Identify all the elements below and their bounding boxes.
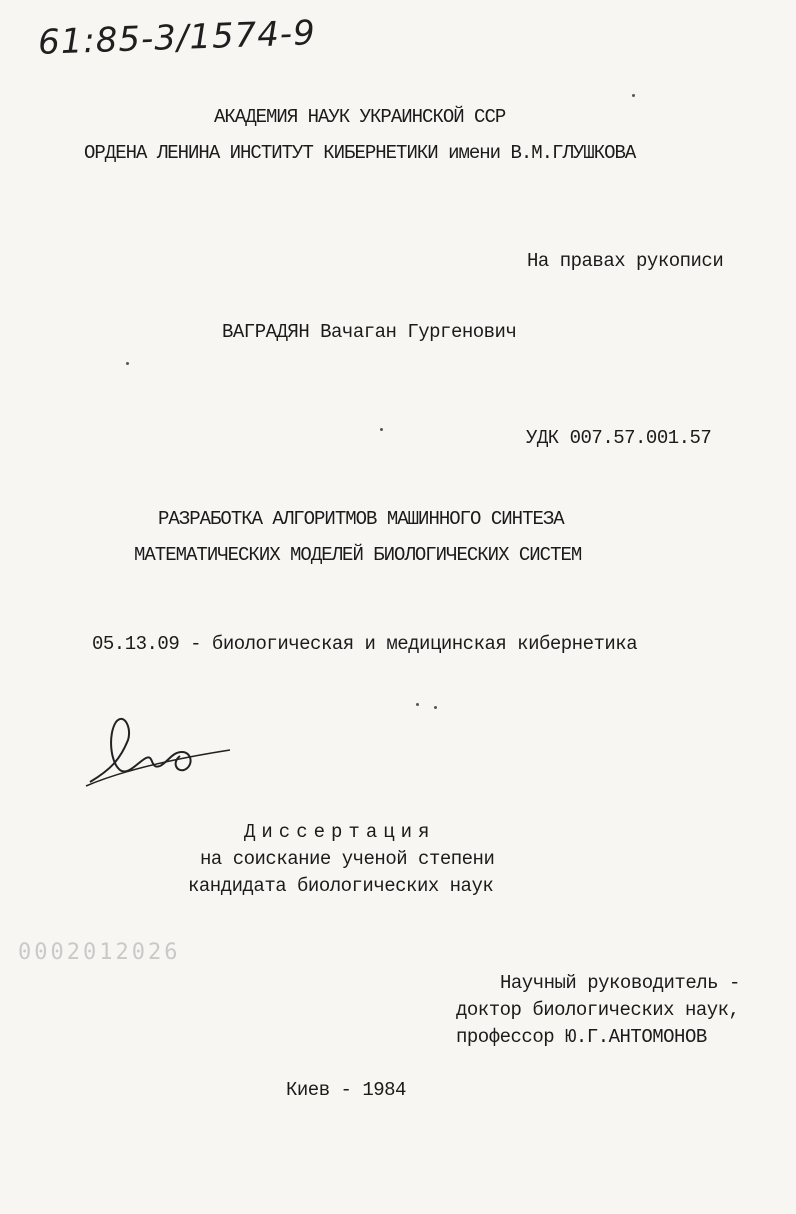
udc-code: УДК 007.57.001.57 xyxy=(526,427,712,449)
specialty-code: 05.13.09 - биологическая и медицинская кибернетика xyxy=(92,633,638,655)
thesis-title-line-1: РАЗРАБОТКА АЛГОРИТМОВ МАШИННОГО СИНТЕЗА xyxy=(158,508,564,530)
dissertation-word: Диссертация xyxy=(244,821,436,843)
paper-speck xyxy=(632,94,635,97)
supervisor-title: Научный руководитель - xyxy=(500,972,740,994)
institute-name: ОРДЕНА ЛЕНИНА ИНСТИТУТ КИБЕРНЕТИКИ имени В.М.ГЛУШКОВА xyxy=(84,142,636,164)
supervisor-name: профессор Ю.Г.АНТОМОНОВ xyxy=(456,1026,707,1048)
thesis-title-line-2: МАТЕМАТИЧЕСКИХ МОДЕЛЕЙ БИОЛОГИЧЕСКИХ СИСТЕМ xyxy=(134,544,582,566)
paper-speck xyxy=(416,703,419,706)
degree-line-2: кандидата биологических наук xyxy=(188,875,494,897)
supervisor-degree: доктор биологических наук, xyxy=(456,999,740,1021)
author-name: ВАГРАДЯН Вачаган Гургенович xyxy=(222,321,517,343)
handwritten-catalog-code: 61:85-3/1574-9 xyxy=(37,13,317,63)
manuscript-rights: На правах рукописи xyxy=(527,250,724,272)
degree-line-1: на соискание ученой степени xyxy=(200,848,495,870)
place-and-year: Киев - 1984 xyxy=(286,1079,406,1101)
signature-image xyxy=(80,700,240,800)
paper-speck xyxy=(380,428,383,431)
academy-name: АКАДЕМИЯ НАУК УКРАИНСКОЙ ССР xyxy=(214,106,506,128)
paper-speck xyxy=(434,706,437,709)
paper-speck xyxy=(126,362,129,365)
archive-stamp-number: 0002012026 xyxy=(18,940,181,965)
